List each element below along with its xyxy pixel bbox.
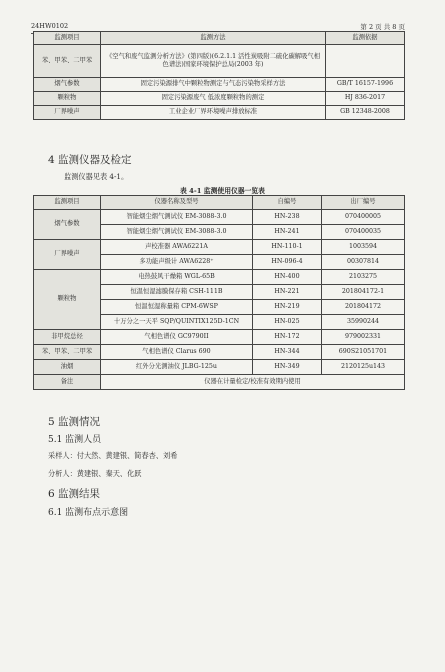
col-header: 自编号 xyxy=(253,196,322,210)
table-row: 十万分之一天平 SQP/QUINTIX125D-1CN HN-025 35990244 xyxy=(34,315,405,330)
methods-table xyxy=(33,31,405,120)
table-caption: 表 4-1 监测使用仪器一览表 xyxy=(180,187,265,195)
section-5-1-title: 5.1 监测人员 xyxy=(48,435,102,445)
col-header: 监测项目 xyxy=(34,32,101,45)
col-header: 监测方法 xyxy=(101,32,326,45)
doc-number: 24HW0102 xyxy=(31,22,69,30)
table-row: 恒温恒湿滤膜保存箱 CSH-111B HN-221 201804172-1 xyxy=(34,285,405,300)
col-header: 出厂编号 xyxy=(322,196,405,210)
col-header: 监测依据 xyxy=(326,32,405,45)
table-row: 油烟 红外分光测油仪 JLBG-125u HN-349 2120125u143 xyxy=(34,360,405,375)
table-row: 颗粒物 电热鼓风干燥箱 WGL-65B HN-400 2103275 xyxy=(34,270,405,285)
table-row: 备注 仪器在计量检定/校准有效期内使用 xyxy=(34,375,405,390)
analysts-line: 分析人：黄建银、秦天、化跃 xyxy=(48,469,142,478)
table-row: 烟气参数 固定污染源排气中颗粒物测定与气态污染物采样方法 GB/T 16157-1996 xyxy=(34,78,405,92)
section-5-title: 5 监测情况 xyxy=(48,416,101,428)
section-4-text: 监测仪器见表 4-1。 xyxy=(64,172,129,181)
page-number: 第 2 页 共 8 页 xyxy=(360,23,405,31)
instruments-table xyxy=(33,195,405,390)
section-6-1-title: 6.1 监测布点示意图 xyxy=(48,508,129,518)
table-row: 烟气参数 智能烟尘烟气测试仪 EM-3088-3.0 HN-238 070400005 xyxy=(34,210,405,225)
col-header: 监测项目 xyxy=(34,196,101,210)
table-row: 非甲烷总烃 气相色谱仪 GC9790II HN-172 979002331 xyxy=(34,330,405,345)
col-header: 仪器名称及型号 xyxy=(101,196,253,210)
table-row: 苯、甲苯、二甲苯 《空气和废气监测分析方法》(第四版)(6.2.1.1 活性炭吸附二硫化碳解吸气相色谱法)国家环境保护总局(2003 年) xyxy=(34,45,405,78)
table-note: 仪器在计量检定/校准有效期内使用 xyxy=(101,375,405,390)
table-row: 智能烟尘烟气测试仪 EM-3088-3.0 HN-241 070400035 xyxy=(34,225,405,240)
table-row: 厂界噪声 工业企业厂界环境噪声排放标准 GB 12348-2008 xyxy=(34,106,405,120)
table-row: 厂界噪声 声校准器 AWA6221A HN-110-1 1003594 xyxy=(34,240,405,255)
table-row: 多功能声级计 AWA6228⁺ HN-096-4 00307814 xyxy=(34,255,405,270)
table-row: 苯、甲苯、二甲苯 气相色谱仪 Clarus 690 HN-344 690S21051701 xyxy=(34,345,405,360)
samplers-line: 采样人：付大然、黄建银、简春杏、刘希 xyxy=(48,451,178,460)
table-row: 恒温恒湿称量箱 CPM-6WSP HN-219 201804172 xyxy=(34,300,405,315)
section-4-title: 4 监测仪器及检定 xyxy=(48,154,132,166)
table-row: 颗粒物 固定污染源废气 低浓度颗粒物的测定 HJ 836-2017 xyxy=(34,92,405,106)
section-6-title: 6 监测结果 xyxy=(48,488,101,500)
